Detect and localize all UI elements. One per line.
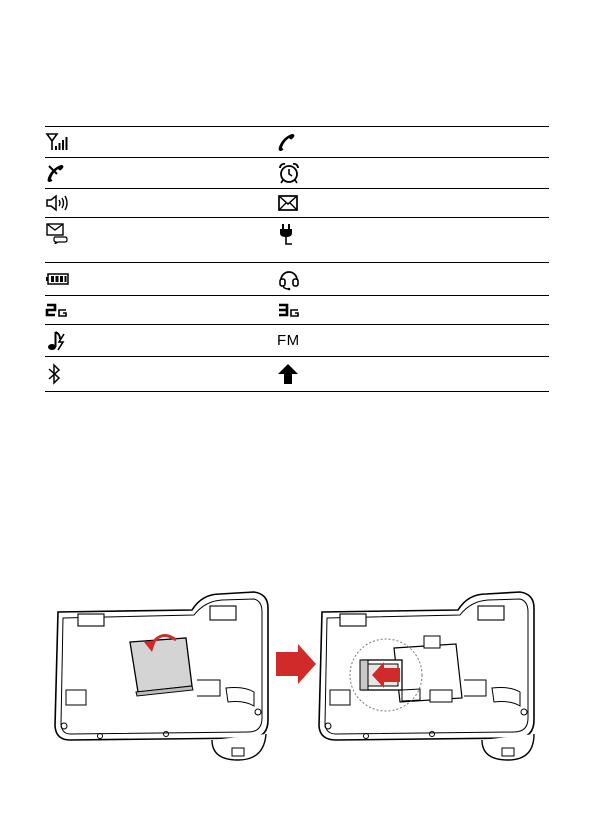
battery-icon bbox=[45, 272, 71, 286]
icon-row bbox=[45, 127, 549, 158]
phone-call-icon bbox=[277, 132, 297, 152]
icon-table bbox=[45, 126, 549, 392]
new-message-icon bbox=[45, 222, 69, 244]
fm-radio-label: FM bbox=[277, 332, 300, 349]
network-2g-icon bbox=[45, 302, 69, 318]
icon-row bbox=[45, 263, 549, 296]
signal-strength-icon bbox=[45, 132, 69, 152]
icon-row bbox=[45, 218, 549, 263]
silent-mode-icon bbox=[45, 329, 67, 353]
bluetooth-icon bbox=[45, 362, 65, 386]
network-3g-icon bbox=[277, 302, 301, 318]
charger-plug-icon bbox=[277, 222, 295, 248]
icon-row bbox=[45, 189, 549, 218]
alarm-clock-icon bbox=[277, 161, 301, 185]
phone-base-right bbox=[319, 592, 534, 760]
headset-icon bbox=[277, 267, 301, 291]
up-arrow-icon bbox=[277, 362, 299, 386]
icon-row bbox=[45, 357, 549, 392]
message-envelope-icon bbox=[277, 194, 299, 212]
icon-row bbox=[45, 158, 549, 189]
icon-row bbox=[45, 296, 549, 325]
sim-installation-illustration bbox=[0, 580, 596, 780]
missed-call-icon bbox=[45, 162, 67, 184]
next-step-arrow bbox=[276, 644, 316, 684]
icon-row bbox=[45, 325, 549, 357]
phone-base-left bbox=[55, 592, 268, 760]
speaker-icon bbox=[45, 194, 69, 212]
